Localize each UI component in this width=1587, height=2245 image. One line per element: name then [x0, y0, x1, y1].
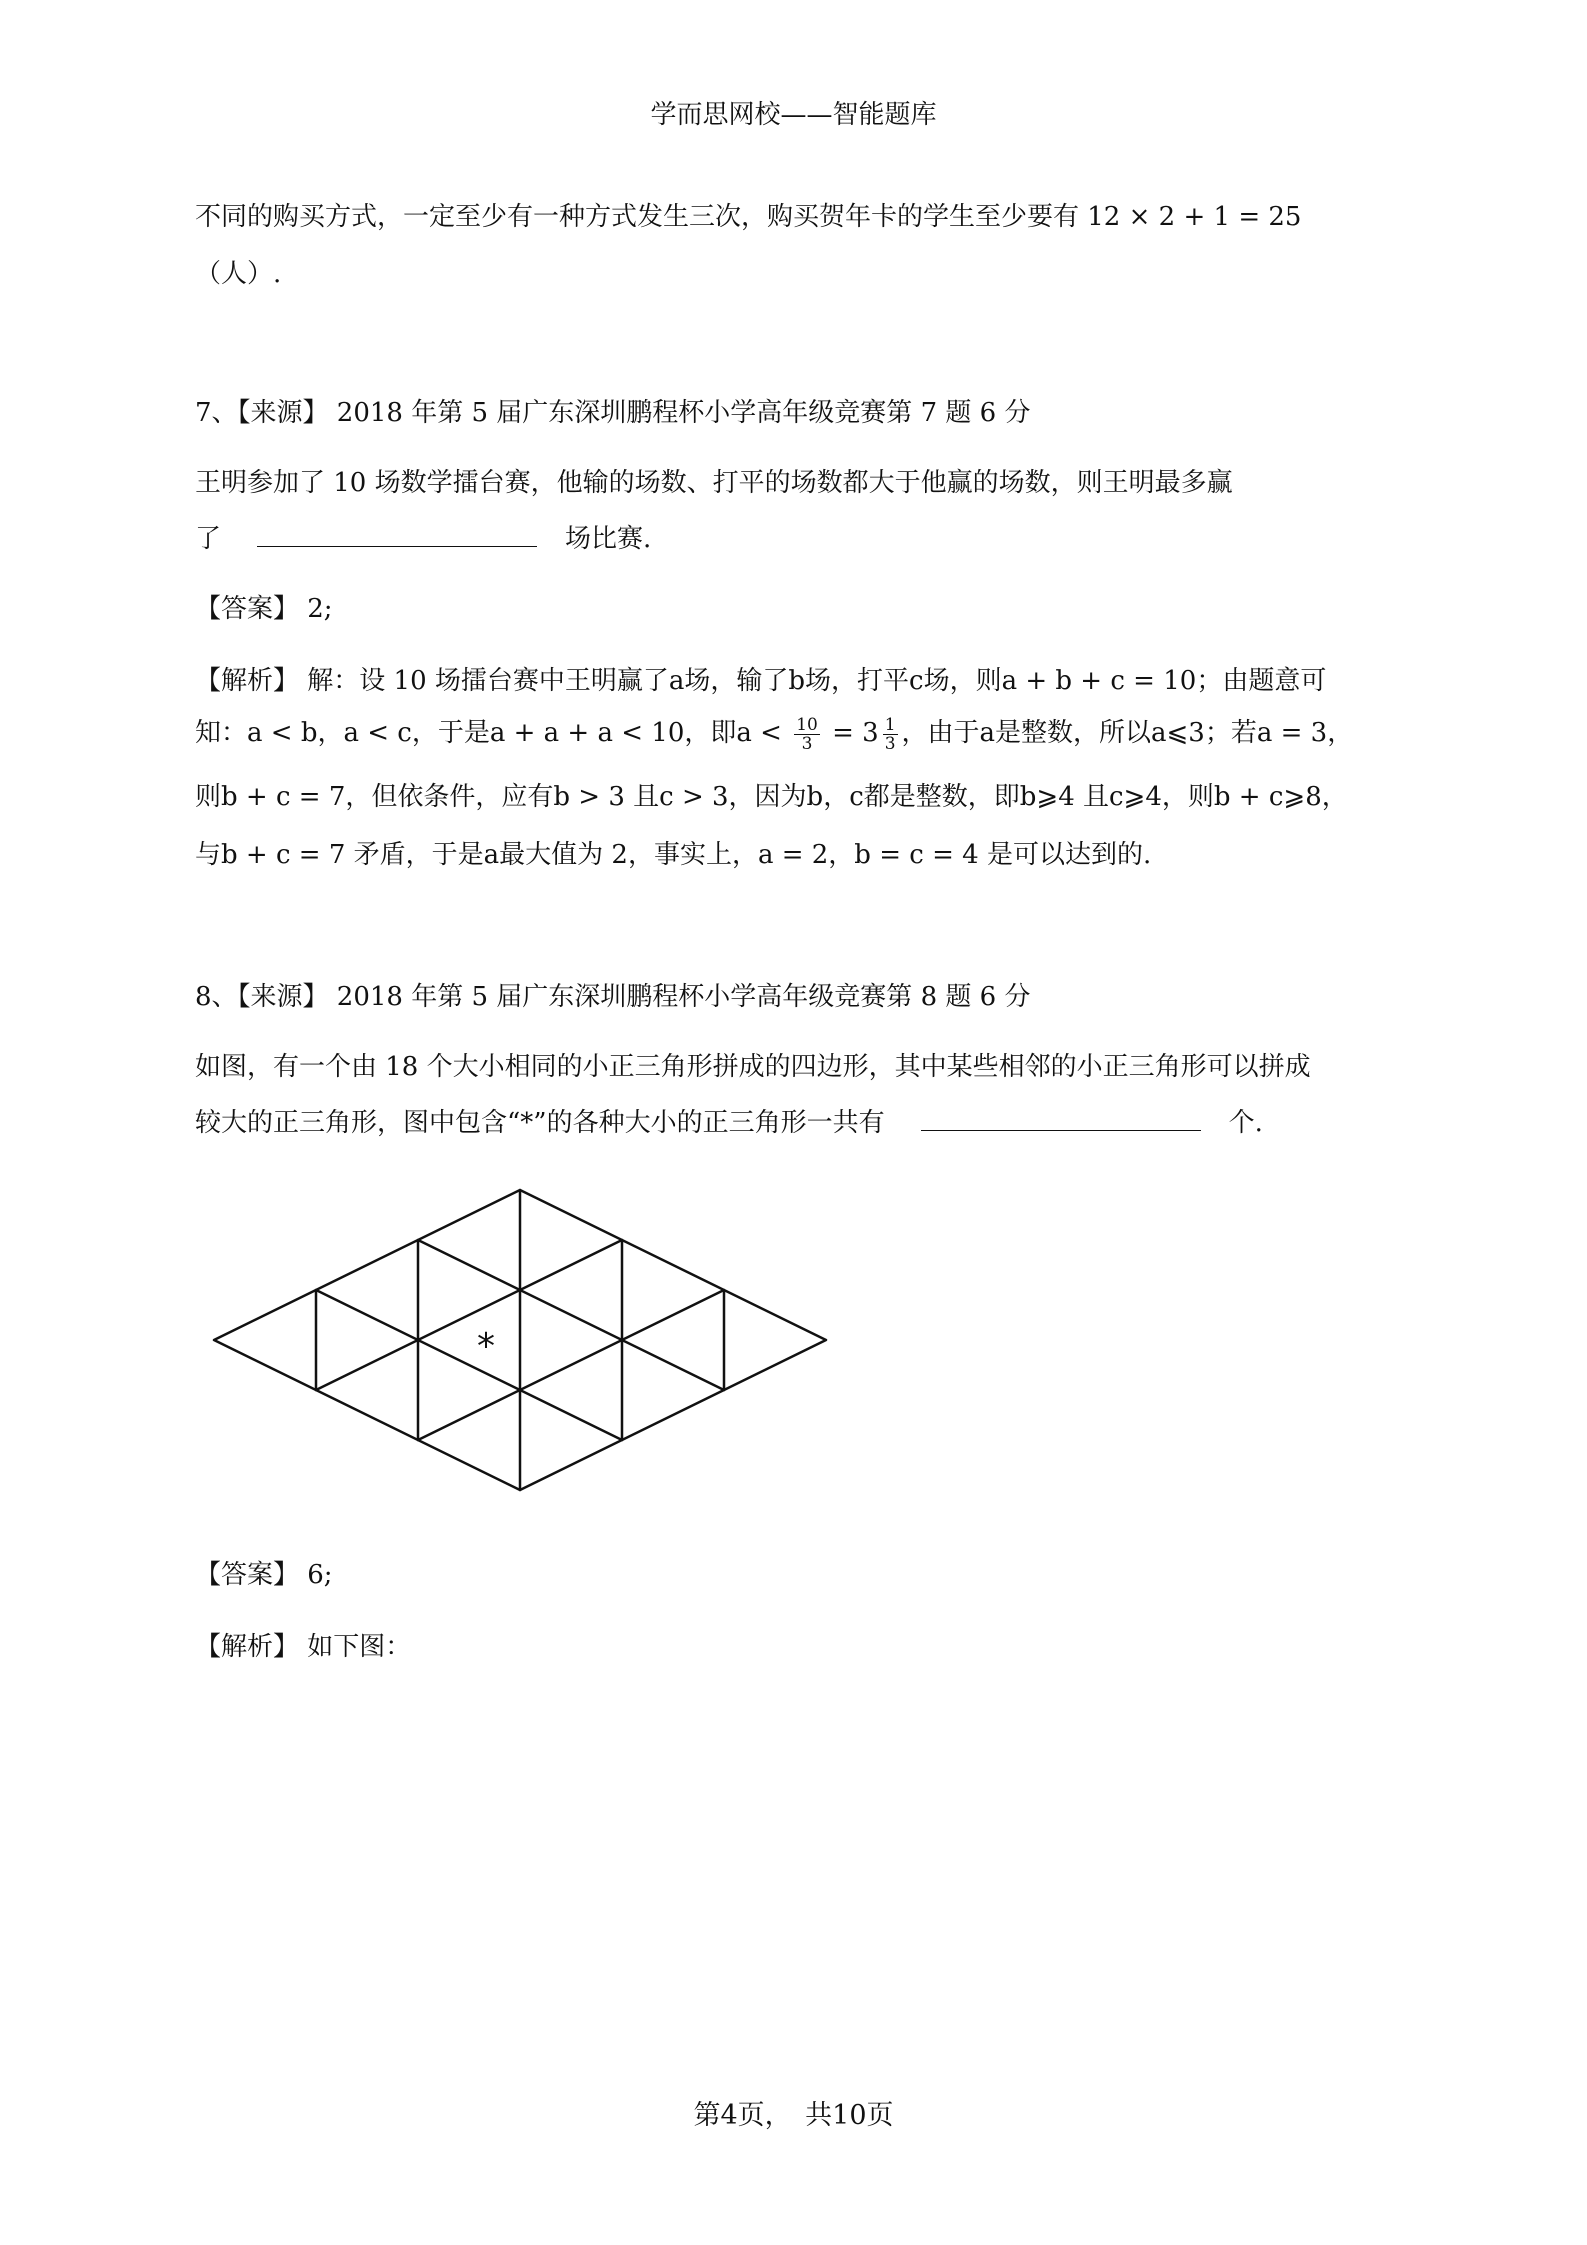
q8-stem-line-1: 如图，有一个由 18 个大小相同的小正三角形拼成的四边形，其中某些相邻的小正三角形可以拼成 — [195, 1052, 1311, 1082]
q7-analysis-line-3: 则b + c = 7，但依条件，应有b > 3 且c > 3，因为b，c都是整数，即b⩾4 且c⩾4，则b + c⩾8， — [195, 782, 1348, 812]
q7-fraction — [794, 716, 820, 753]
q7-analysis-part-b: = 3 — [832, 718, 879, 748]
q8-analysis: 【解析】 如下图： — [195, 1632, 412, 1662]
diag-down-2 — [418, 1240, 724, 1390]
q7-stem-line-2 — [195, 518, 651, 555]
q7-answer: 【答案】 2; — [195, 594, 333, 624]
prev-analysis-line-2: （人）. — [195, 259, 282, 289]
triangle-rhombus-figure — [200, 1180, 840, 1510]
q7-source: 7、【来源】 2018 年第 5 届广东深圳鹏程杯小学高年级竞赛第 7 题 6 分 — [195, 398, 1031, 428]
q7-fraction-denominator: 3 — [801, 733, 813, 754]
q8-stem-line-2 — [195, 1102, 1263, 1139]
q7-analysis-line-2 — [195, 712, 1353, 753]
q7-stem-prefix: 了 — [195, 524, 222, 554]
star-mark: * — [477, 1326, 495, 1367]
q7-stem-suffix: 场比赛. — [565, 524, 652, 554]
q7-mixed-numerator: 1 — [884, 714, 896, 735]
q7-stem-line-1: 王明参加了 10 场数学擂台赛，他输的场数、打平的场数都大于他赢的场数，则王明最多赢 — [195, 468, 1233, 498]
q8-stem-prefix: 较大的正三角形，图中包含“*”的各种大小的正三角形一共有 — [195, 1108, 885, 1138]
q7-analysis-line-1: 【解析】 解：设 10 场擂台赛中王明赢了a场，输了b场，打平c场，则a + b + c = 10；由题意可 — [195, 666, 1327, 696]
diag-down-1 — [316, 1290, 622, 1440]
q8-answer: 【答案】 6; — [195, 1560, 333, 1590]
q8-source: 8、【来源】 2018 年第 5 届广东深圳鹏程杯小学高年级竞赛第 8 题 6 分 — [195, 982, 1031, 1012]
page-footer: 第4页， 共10页 — [693, 2100, 894, 2131]
diag-up-1 — [316, 1240, 622, 1390]
q7-answer-blank[interactable] — [257, 526, 537, 547]
q7-fraction-numerator: 10 — [796, 714, 818, 735]
diag-up-2 — [418, 1290, 724, 1440]
prev-analysis-line-1: 不同的购买方式，一定至少有一种方式发生三次，购买贺年卡的学生至少要有 12 × 2 + 1 = 25 — [195, 202, 1302, 232]
page-header: 学而思网校——智能题库 — [650, 100, 937, 130]
q7-analysis-line-4: 与b + c = 7 矛盾，于是a最大值为 2，事实上，a = 2，b = c = 4 是可以达到的. — [195, 840, 1152, 870]
q8-answer-blank[interactable] — [921, 1110, 1201, 1131]
q7-mixed-fraction — [883, 716, 898, 753]
q7-mixed-denominator: 3 — [884, 733, 896, 754]
q7-analysis-part-c: ，由于a是整数，所以a⩽3；若a = 3， — [901, 718, 1354, 748]
q8-stem-suffix: 个. — [1228, 1108, 1263, 1138]
q7-analysis-part-a: 知：a < b，a < c，于是a + a + a < 10，即a < — [195, 718, 782, 748]
